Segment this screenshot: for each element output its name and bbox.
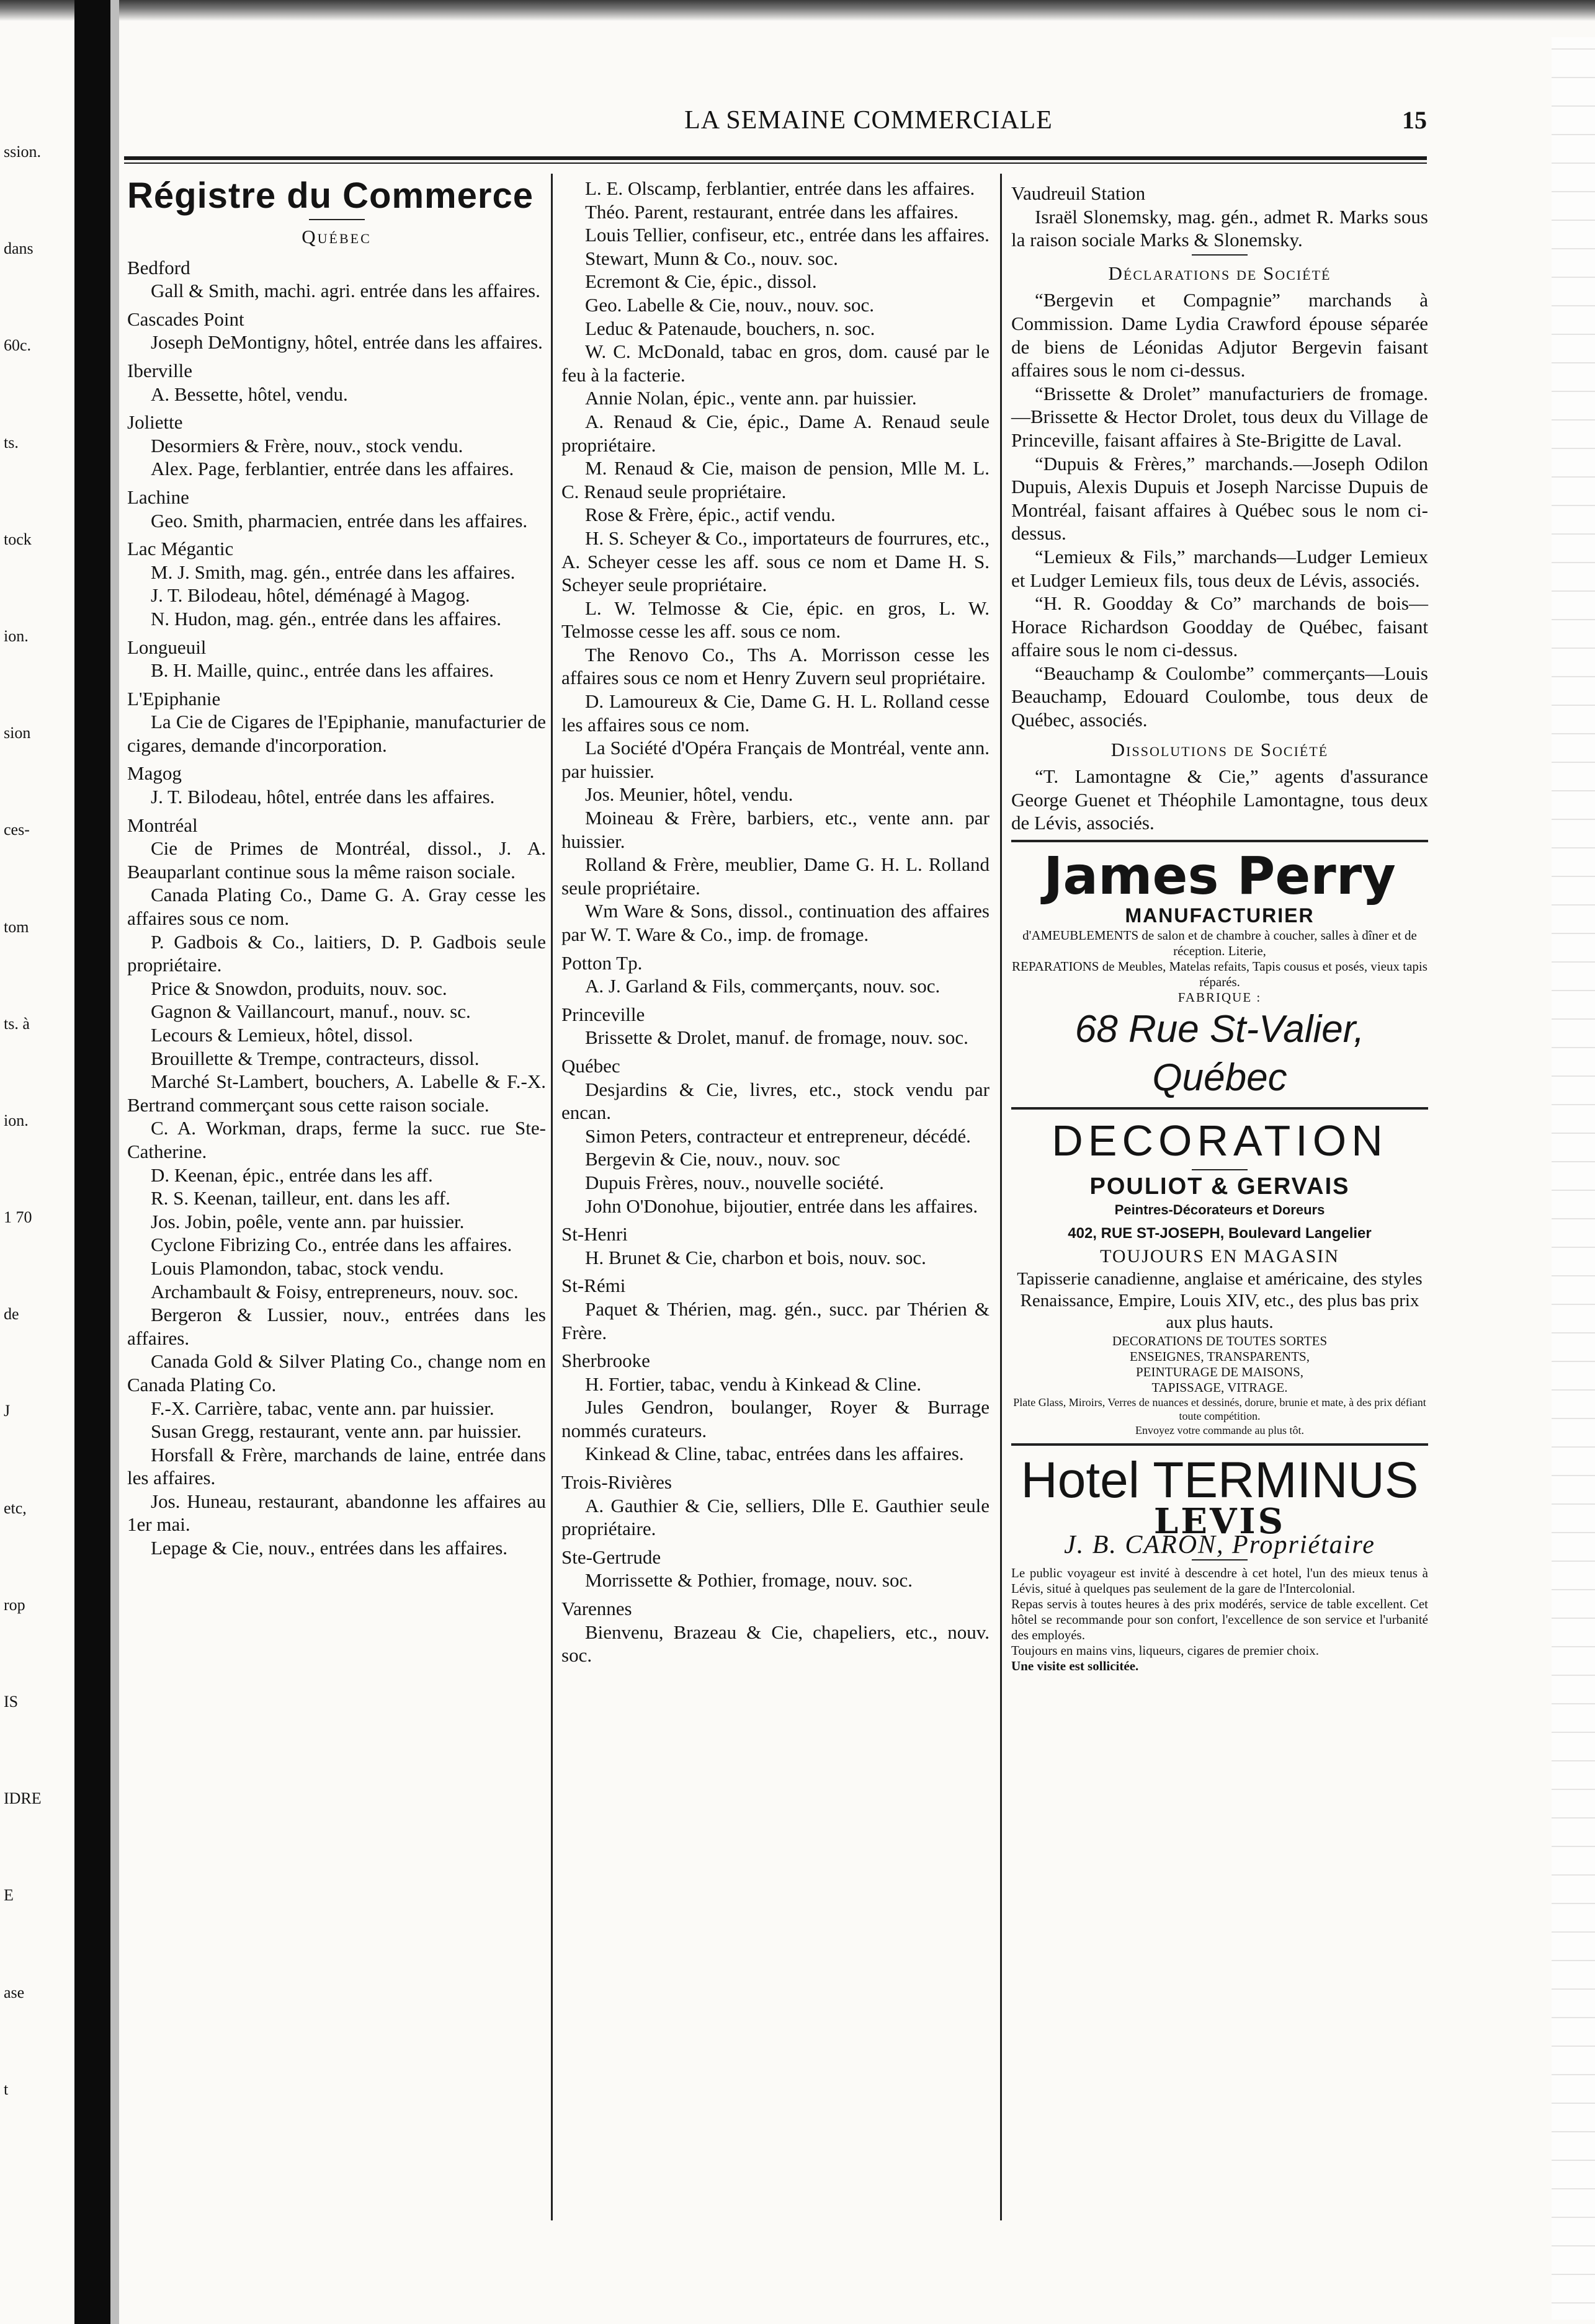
register-entry: Théo. Parent, restaurant, entrée dans les affaires. bbox=[585, 200, 958, 223]
register-entry: Dupuis Frères, nouv., nouvelle société. bbox=[585, 1171, 884, 1193]
society-notice: “Lemieux & Fils,” marchands—Ludger Lemieux et Ludger Lemieux fils, tous deux de Lévis, associés. bbox=[1011, 545, 1428, 591]
entry-list bbox=[1011, 182, 1428, 252]
margin-fragment: etc, bbox=[4, 1499, 27, 1517]
ad-line: ENSEIGNES, TRANSPARENTS, bbox=[1130, 1349, 1310, 1364]
entry-list bbox=[561, 177, 990, 1667]
register-entry: Jos. Huneau, restaurant, abandonne les affaires au 1er mai. bbox=[127, 1490, 546, 1536]
ad-paragraph: Une visite est sollicitée. bbox=[1011, 1658, 1139, 1674]
society-notice: “Dupuis & Frères,” marchands.—Joseph Odilon Dupuis, Alexis Dupuis et Joseph Narcisse Dupuis de Montréal, faisant affaires à Québec sous le nom ci-dessus. bbox=[1011, 452, 1428, 545]
register-entry: Canada Plating Co., Dame G. A. Gray cesse les affaires sous ce nom. bbox=[127, 884, 546, 930]
dissolutions-list bbox=[1011, 765, 1428, 835]
register-entry: Desormiers & Frère, nouv., stock vendu. bbox=[151, 434, 463, 456]
page-number: 15 bbox=[1402, 106, 1427, 134]
margin-fragment: IDRE bbox=[4, 1789, 42, 1807]
register-entry: Kinkead & Cline, tabac, entrées dans les affaires. bbox=[585, 1443, 964, 1465]
ad-owner: J. B. CARON, Propriétaire bbox=[1064, 1530, 1375, 1559]
ad-paragraph: Toujours en mains vins, liqueurs, cigares de premier choix. bbox=[1011, 1643, 1319, 1658]
register-entry: Louis Plamondon, tabac, stock vendu. bbox=[151, 1257, 444, 1279]
society-notice: “Brissette & Drolet” manufacturiers de fromage.—Brissette & Hector Drolet, tous deux du Village de Princeville, faisant affaires à Ste-Brigitte de Laval. bbox=[1011, 382, 1428, 451]
margin-fragment: ssion. bbox=[4, 143, 41, 161]
ad-line: PEINTURAGE DE MAISONS, bbox=[1135, 1365, 1304, 1379]
column-societes-and-ads bbox=[1011, 177, 1428, 1674]
margin-fragment: IS bbox=[4, 1693, 19, 1711]
ad-body: Tapisserie canadienne, anglaise et américaine, des styles Renaissance, Empire, Louis XIV, etc., des plus bas prix aux plus hauts. bbox=[1017, 1269, 1423, 1332]
town-name: Cascades Point bbox=[127, 308, 244, 330]
ad-line: FABRIQUE : bbox=[1177, 989, 1262, 1005]
dissolutions-heading: Dissolutions de Société bbox=[1110, 738, 1329, 760]
register-entry: D. Keenan, épic., entrée dans les aff. bbox=[151, 1164, 433, 1186]
register-entry: Louis Tellier, confiseur, etc., entrée dans les affaires. bbox=[585, 224, 990, 246]
register-entry: J. T. Bilodeau, hôtel, déménagé à Magog. bbox=[151, 584, 470, 607]
register-entry: L. W. Telmosse & Cie, épic. en gros, L. W. Telmosse cesse les aff. sous ce nom. bbox=[561, 597, 990, 643]
register-entry: Morrissette & Pothier, fromage, nouv. soc. bbox=[585, 1569, 913, 1592]
margin-fragment: de bbox=[4, 1305, 19, 1323]
register-entry: Gagnon & Vaillancourt, manuf., nouv. sc. bbox=[151, 1000, 471, 1023]
register-entry: A. Gauthier & Cie, selliers, Dlle E. Gauthier seule propriétaire. bbox=[561, 1494, 990, 1540]
register-entry: Price & Snowdon, produits, nouv. soc. bbox=[151, 977, 447, 999]
margin-fragment: t bbox=[4, 2080, 9, 2098]
register-entry: La Société d'Opéra Français de Montréal, vente ann. par huissier. bbox=[561, 737, 990, 782]
register-entry: Marché St-Lambert, bouchers, A. Labelle & F.-X. Bertrand commerçant sous cette raison sociale. bbox=[127, 1071, 546, 1116]
margin-fragment: ts. à bbox=[4, 1015, 30, 1033]
ad-separator bbox=[1011, 840, 1428, 842]
declarations-heading: Déclarations de Société bbox=[1108, 262, 1331, 284]
town-name: Potton Tp. bbox=[561, 951, 643, 974]
ad-line: Plate Glass, Miroirs, Verres de nuances et dessinés, dorure, brunie et mate, à des prix défiant toute compétition. bbox=[1013, 1396, 1426, 1422]
ad-james-perry bbox=[1011, 847, 1428, 1102]
register-entry: Jules Gendron, boulanger, Royer & Burrage nommés curateurs. bbox=[561, 1396, 990, 1441]
register-entry: N. Hudon, mag. gén., entrée dans les affaires. bbox=[151, 607, 501, 630]
margin-fragment: tom bbox=[4, 918, 29, 936]
register-entry: D. Lamoureux & Cie, Dame G. H. L. Rolland cesse les affaires sous ce nom. bbox=[561, 690, 990, 736]
town-name: Lachine bbox=[127, 486, 189, 508]
register-entry: Bienvenu, Brazeau & Cie, chapeliers, etc., nouv. soc. bbox=[561, 1621, 990, 1667]
town-name: L'Epiphanie bbox=[127, 687, 221, 710]
section-rule bbox=[1192, 254, 1248, 256]
entry-list bbox=[127, 256, 546, 1560]
register-entry: La Cie de Cigares de l'Epiphanie, manufacturier de cigares, demande d'incorporation. bbox=[127, 711, 546, 756]
town-name: St-Henri bbox=[561, 1223, 628, 1245]
ad-line: d'AMEUBLEMENTS de salon et de chambre à coucher, salles à dîner et de réception. Literie, bbox=[1022, 927, 1417, 958]
margin-fragment: rop bbox=[4, 1596, 25, 1614]
ad-title: DECORATION bbox=[1052, 1116, 1388, 1165]
register-entry: Archambault & Foisy, entrepreneurs, nouv. soc. bbox=[151, 1280, 519, 1302]
register-entry: Joseph DeMontigny, hôtel, entrée dans les affaires. bbox=[151, 331, 543, 354]
header-rule-thin bbox=[124, 163, 1427, 164]
town-name: Ste-Gertrude bbox=[561, 1546, 661, 1568]
margin-fragment: dans bbox=[4, 239, 34, 257]
margin-fragment: tock bbox=[4, 530, 32, 548]
register-entry: Canada Gold & Silver Plating Co., change nom en Canada Plating Co. bbox=[127, 1350, 546, 1396]
register-entry: M. J. Smith, mag. gén., entrée dans les affaires. bbox=[151, 561, 516, 583]
advertiser-role: MANUFACTURIER bbox=[1125, 904, 1315, 927]
register-entry: The Renovo Co., Ths A. Morrisson cesse les affaires sous ce nom et Henry Zuvern seul propriétaire. bbox=[561, 643, 990, 689]
register-entry: H. Brunet & Cie, charbon et bois, nouv. soc. bbox=[585, 1246, 926, 1268]
register-entry: F.-X. Carrière, tabac, vente ann. par huissier. bbox=[151, 1397, 494, 1419]
page-header bbox=[124, 105, 1427, 143]
register-entry: Moineau & Frère, barbiers, etc., vente ann. par huissier. bbox=[561, 807, 990, 852]
ad-trade: Peintres-Décorateurs et Doreurs bbox=[1114, 1202, 1325, 1218]
ad-paragraph: Le public voyageur est invité à descendre à cet hotel, l'un des mieux tenus à Lévis, situé à quelques pas seulement de la gare de l'Intercolonial. bbox=[1011, 1565, 1428, 1596]
town-name: Lac Mégantic bbox=[127, 538, 234, 560]
register-entry: John O'Donohue, bijoutier, entrée dans les affaires. bbox=[585, 1195, 978, 1217]
register-entry: A. Renaud & Cie, épic., Dame A. Renaud seule propriétaire. bbox=[561, 410, 990, 456]
binding-spine-edge bbox=[110, 0, 119, 2324]
register-entry: R. S. Keenan, tailleur, ent. dans les aff. bbox=[151, 1187, 450, 1209]
register-entry: P. Gadbois & Co., laitiers, D. P. Gadbois seule propriétaire. bbox=[127, 930, 546, 976]
town-name: Princeville bbox=[561, 1003, 645, 1025]
page-scan-top-edge bbox=[0, 0, 1595, 21]
town-name: Magog bbox=[127, 762, 182, 785]
province-subheading: Québec bbox=[302, 226, 372, 247]
margin-fragment: J bbox=[4, 1402, 11, 1420]
ad-line: TAPISSAGE, VITRAGE. bbox=[1151, 1380, 1288, 1395]
town-name: Montréal bbox=[127, 814, 198, 836]
heading-rule bbox=[309, 219, 365, 220]
ad-address: 402, RUE ST-JOSEPH, Boulevard Langelier bbox=[1068, 1224, 1372, 1242]
town-name: Bedford bbox=[127, 256, 190, 278]
society-notice: “H. R. Goodday & Co” marchands de bois—Horace Richardson Goodday de Québec, faisant affaire sous le nom ci-dessus. bbox=[1011, 592, 1428, 661]
register-entry: Brissette & Drolet, manuf. de fromage, nouv. soc. bbox=[585, 1026, 968, 1049]
margin-fragment: ts. bbox=[4, 434, 19, 452]
binding-spine bbox=[74, 0, 110, 2324]
register-entry: Lepage & Cie, nouv., entrées dans les affaires. bbox=[151, 1537, 508, 1559]
ad-firm: POULIOT & GERVAIS bbox=[1089, 1173, 1350, 1200]
register-entry: Leduc & Patenaude, bouchers, n. soc. bbox=[585, 317, 875, 339]
society-notice: “Bergevin et Compagnie” marchands à Commission. Dame Lydia Crawford épouse séparée de biens de Léonidas Adjutor Bergevin faisant affaires sous le nom ci-dessus. bbox=[1011, 289, 1428, 381]
ad-line: DECORATIONS DE TOUTES SORTES bbox=[1112, 1333, 1328, 1348]
register-entry: C. A. Workman, draps, ferme la succ. rue Ste-Catherine. bbox=[127, 1117, 546, 1162]
register-entry: Jos. Jobin, poêle, vente ann. par huissier. bbox=[151, 1210, 465, 1232]
column-registre bbox=[127, 177, 546, 1560]
ad-city: LEVIS bbox=[1153, 1501, 1286, 1542]
section-heading: Régistre du Commerce bbox=[127, 176, 534, 216]
ad-line: REPARATIONS de Meubles, Matelas refaits, Tapis cousus et posés, vieux tapis réparés. bbox=[1012, 958, 1427, 989]
register-entry: Stewart, Munn & Co., nouv. soc. bbox=[585, 247, 838, 269]
town-name: Joliette bbox=[127, 411, 183, 434]
ad-rule bbox=[1192, 1169, 1248, 1170]
margin-fragment: ces- bbox=[4, 821, 30, 839]
column-registre-continued bbox=[561, 177, 990, 1667]
page-right-edge bbox=[1552, 37, 1595, 2320]
register-entry: Wm Ware & Sons, dissol., continuation des affaires par W. T. Ware & Co., imp. de fromage. bbox=[561, 900, 990, 945]
town-name: Sherbrooke bbox=[561, 1350, 650, 1372]
ad-title: Hotel TERMINUS bbox=[1021, 1452, 1419, 1508]
register-entry: Alex. Page, ferblantier, entrée dans les affaires. bbox=[151, 458, 514, 480]
society-notice: “Beauchamp & Coulombe” commerçants—Louis Beauchamp, Edouard Coulombe, tous deux de Québec, associés. bbox=[1011, 662, 1428, 731]
town-name: St-Rémi bbox=[561, 1275, 626, 1297]
adjacent-page-fragments bbox=[0, 143, 68, 2189]
ad-address: 68 Rue St-Valier, Québec bbox=[1075, 1007, 1365, 1099]
ad-paragraph: Repas servis à toutes heures à des prix modérés, service de table excellent. Cet hôtel se recommande pour son confort, l'excellence de son service et l'urbanité des employés. bbox=[1011, 1596, 1428, 1643]
declarations-list bbox=[1011, 288, 1428, 731]
society-notice: “T. Lamontagne & Cie,” agents d'assurance George Guenet et Théophile Lamontagne, tous deux de Lévis, associés. bbox=[1011, 765, 1428, 834]
register-entry: Lecours & Lemieux, hôtel, dissol. bbox=[151, 1024, 413, 1046]
column-divider bbox=[551, 174, 553, 2220]
register-entry: Paquet & Thérien, mag. gén., succ. par Thérien & Frère. bbox=[561, 1298, 990, 1343]
register-entry: Susan Gregg, restaurant, vente ann. par huissier. bbox=[151, 1420, 522, 1443]
register-entry: Israël Slonemsky, mag. gén., admet R. Marks sous la raison sociale Marks & Slonemsky. bbox=[1011, 205, 1428, 251]
register-entry: Brouillette & Trempe, contracteurs, dissol. bbox=[151, 1047, 480, 1069]
ad-separator bbox=[1011, 1443, 1428, 1446]
ad-hotel-terminus bbox=[1011, 1451, 1428, 1674]
register-entry: Desjardins & Cie, livres, etc., stock vendu par encan. bbox=[561, 1078, 990, 1124]
advertiser-name: James Perry bbox=[1043, 845, 1396, 907]
register-entry: Bergevin & Cie, nouv., nouv. soc bbox=[585, 1148, 841, 1170]
register-entry: H. Fortier, tabac, vendu à Kinkead & Cline. bbox=[585, 1373, 921, 1395]
town-name: Trois-Rivières bbox=[561, 1471, 672, 1494]
ad-separator bbox=[1011, 1107, 1428, 1110]
header-rule bbox=[124, 156, 1427, 160]
register-entry: Jos. Meunier, hôtel, vendu. bbox=[585, 783, 793, 806]
ad-line: TOUJOURS EN MAGASIN bbox=[1100, 1246, 1339, 1267]
register-entry: Bergeron & Lussier, nouv., entrées dans les affaires. bbox=[127, 1304, 546, 1349]
register-entry: Rose & Frère, épic., actif vendu. bbox=[585, 504, 836, 526]
ad-line: Envoyez votre commande au plus tôt. bbox=[1135, 1424, 1304, 1436]
ad-rule bbox=[1192, 1559, 1248, 1560]
register-entry: Ecremont & Cie, épic., dissol. bbox=[585, 270, 817, 293]
town-name: Vaudreuil Station bbox=[1011, 182, 1146, 204]
register-entry: H. S. Scheyer & Co., importateurs de fourrures, etc., A. Scheyer cesse les aff. sous ce nom et Dame H. S. Scheyer seule propriétaire. bbox=[561, 527, 990, 596]
register-entry: L. E. Olscamp, ferblantier, entrée dans les affaires. bbox=[585, 177, 975, 199]
register-entry: W. C. McDonald, tabac en gros, dom. causé par le feu à la facterie. bbox=[561, 341, 990, 386]
register-entry: A. J. Garland & Fils, commerçants, nouv. soc. bbox=[585, 975, 940, 997]
margin-fragment: ion. bbox=[4, 1111, 29, 1129]
register-entry: Simon Peters, contracteur et entrepreneur, décédé. bbox=[585, 1124, 971, 1147]
register-entry: Rolland & Frère, meublier, Dame G. H. L. Rolland seule propriétaire. bbox=[561, 853, 990, 899]
column-divider bbox=[1000, 174, 1002, 2220]
town-name: Iberville bbox=[127, 359, 193, 381]
register-entry: B. H. Maille, quinc., entrée dans les affaires. bbox=[151, 659, 494, 682]
town-name: Varennes bbox=[561, 1598, 632, 1620]
margin-fragment: E bbox=[4, 1886, 14, 1904]
margin-fragment: 1 70 bbox=[4, 1208, 32, 1226]
register-entry: Cyclone Fibrizing Co., entrée dans les affaires. bbox=[151, 1234, 512, 1256]
register-entry: M. Renaud & Cie, maison de pension, Mlle M. L. C. Renaud seule propriétaire. bbox=[561, 457, 990, 502]
register-entry: Geo. Labelle & Cie, nouv., nouv. soc. bbox=[585, 293, 875, 316]
margin-fragment: ion. bbox=[4, 627, 29, 645]
town-name: Longueuil bbox=[127, 636, 207, 658]
register-entry: Cie de Primes de Montréal, dissol., J. A. Beauparlant continue sous la même raison sociale. bbox=[127, 837, 546, 883]
register-entry: J. T. Bilodeau, hôtel, entrée dans les affaires. bbox=[151, 786, 495, 808]
margin-fragment: ase bbox=[4, 1983, 25, 2001]
margin-fragment: sion bbox=[4, 724, 31, 742]
publication-title: LA SEMAINE COMMERCIALE bbox=[684, 106, 1053, 135]
register-entry: Geo. Smith, pharmacien, entrée dans les affaires. bbox=[151, 509, 528, 532]
register-entry: Annie Nolan, épic., vente ann. par huissier. bbox=[585, 387, 917, 409]
register-entry: Horsfall & Frère, marchands de laine, entrée dans les affaires. bbox=[127, 1443, 546, 1489]
ad-decoration bbox=[1011, 1115, 1428, 1438]
register-entry: Gall & Smith, machi. agri. entrée dans les affaires. bbox=[151, 280, 540, 302]
town-name: Québec bbox=[561, 1054, 620, 1077]
margin-fragment: 60c. bbox=[4, 336, 32, 354]
register-entry: A. Bessette, hôtel, vendu. bbox=[151, 383, 348, 405]
